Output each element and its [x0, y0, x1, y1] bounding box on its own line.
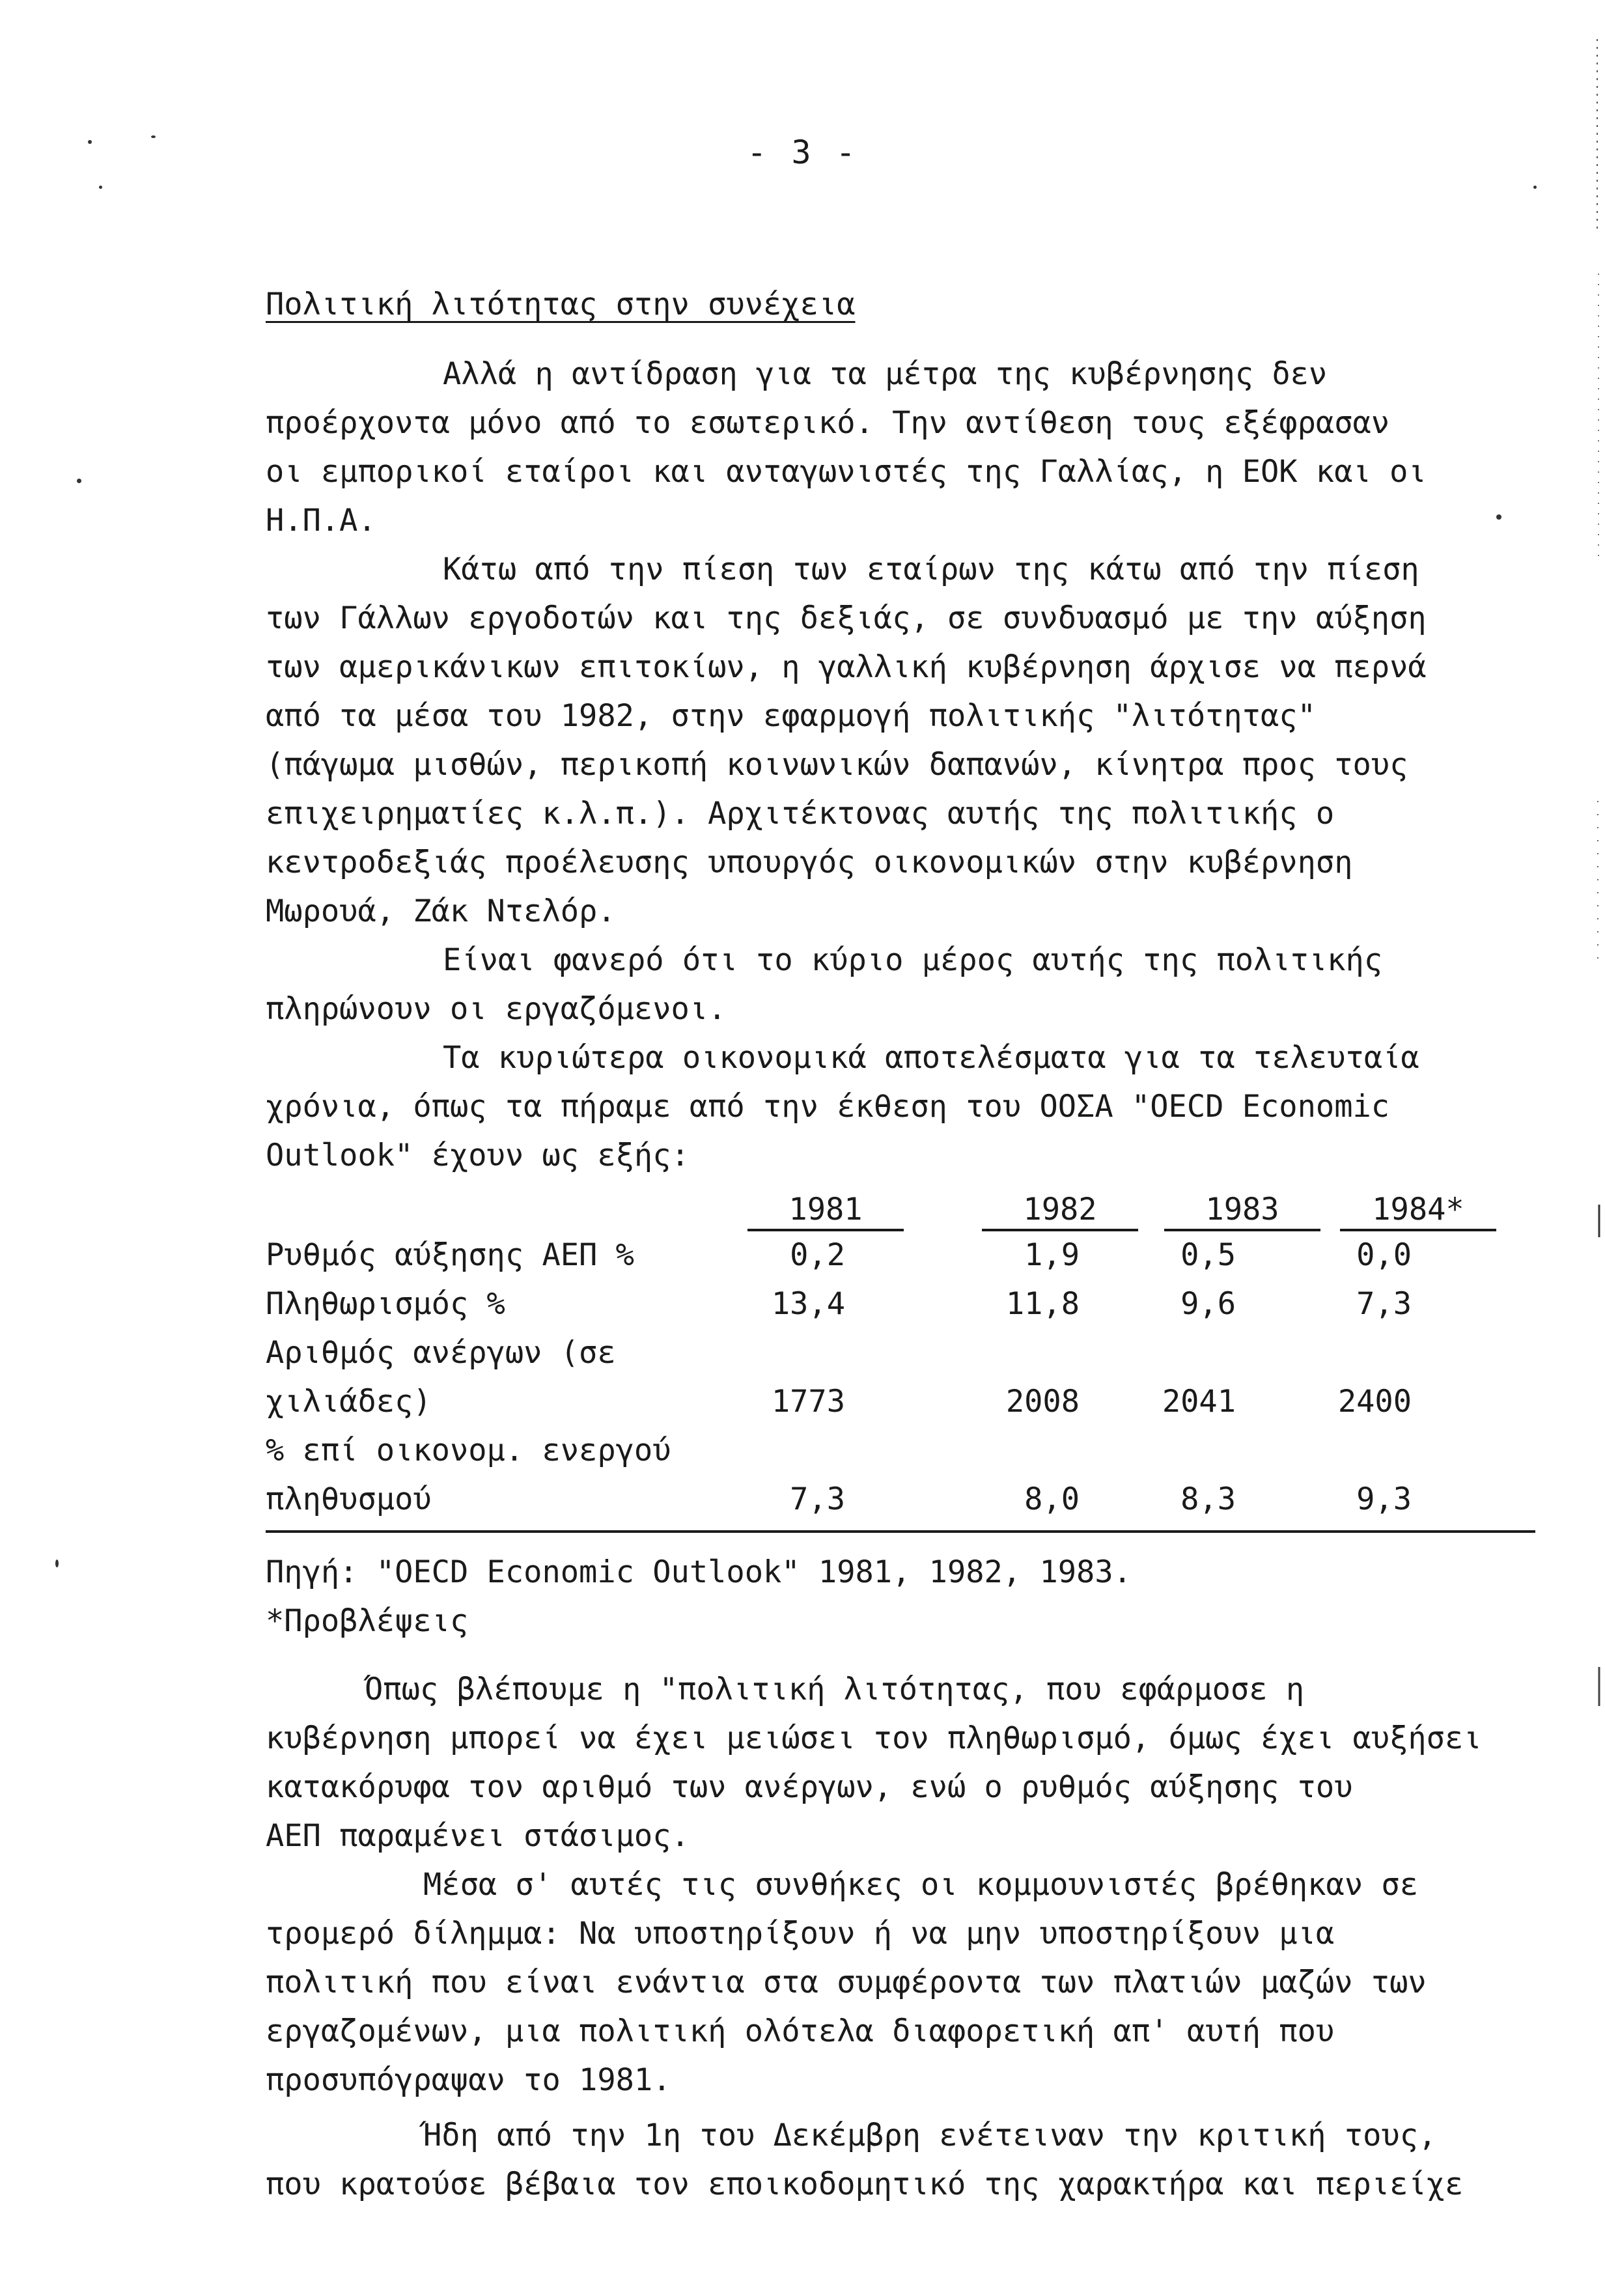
text-line: τρομερό δίλημμα: Να υποστηρίξουν ή να μην υποστηρίξουν μια	[266, 1916, 1335, 1952]
text-line: Είναι φανερό ότι το κύριο μέρος αυτής της πολιτικής	[443, 942, 1383, 978]
table-row-label: % επί οικονομ. ενεργού	[266, 1433, 671, 1468]
table-cell: 9,3	[1356, 1481, 1412, 1517]
table-row-label: Αριθμός ανέργων (σε	[266, 1335, 616, 1371]
text-line: επιχειρηματίες κ.λ.π.). Αρχιτέκτονας αυτής της πολιτικής ο	[266, 796, 1335, 832]
forecast-note: *Προβλέψεις	[266, 1603, 469, 1639]
table-row-label: πληθυσμού	[266, 1481, 432, 1517]
text-line: πολιτική που είναι ενάντια στα συμφέροντα των πλατιών μαζών των	[266, 1965, 1427, 2000]
text-line: χρόνια, όπως τα πήραμε από την έκθεση του ΟΟΣΑ "OECD Economic	[266, 1089, 1390, 1125]
text-line: ΑΕΠ παραμένει στάσιμος.	[266, 1818, 690, 1854]
text-line: Outlook" έχουν ως εξής:	[266, 1138, 690, 1173]
text-line: Μωρουά, Ζάκ Ντελόρ.	[266, 893, 616, 929]
scan-speck	[1533, 186, 1537, 189]
text-line: Όπως βλέπουμε η "πολιτική λιτότητας, που εφάρμοσε η	[365, 1672, 1305, 1707]
table-cell: 2008	[1005, 1384, 1080, 1420]
table-row-label: Πληθωρισμός %	[266, 1286, 505, 1322]
text-line: από τα μέσα του 1982, στην εφαρμογή πολιτικής "λιτότητας"	[266, 698, 1316, 734]
table-header-year: 1982	[982, 1192, 1138, 1231]
table-cell: 11,8	[1005, 1286, 1080, 1322]
source-note: Πηγή: "OECD Economic Outlook" 1981, 1982, 1983.	[266, 1554, 1132, 1590]
table-header-year: 1983	[1164, 1192, 1320, 1231]
table-header-year: 1981	[747, 1192, 904, 1231]
text-line: κυβέρνηση μπορεί να έχει μειώσει τον πληθωρισμό, όμως έχει αυξήσει	[266, 1720, 1482, 1756]
text-line: που κρατούσε βέβαια τον εποικοδομητικό της χαρακτήρα και περιείχε	[266, 2166, 1464, 2202]
text-line: Η.Π.Α.	[266, 503, 376, 539]
text-line: προσυπόγραψαν το 1981.	[266, 2062, 671, 2098]
text-line: προέρχοντα μόνο από το εσωτερικό. Την αντίθεση τους εξέφρασαν	[266, 405, 1390, 441]
table-header-year: 1984*	[1340, 1192, 1496, 1231]
table-cell: 7,3	[1356, 1286, 1412, 1322]
table-cell: 8,3	[1180, 1481, 1236, 1517]
text-line: Αλλά η αντίδραση για τα μέτρα της κυβέρνησης δεν	[443, 356, 1328, 392]
table-cell: 0,0	[1356, 1237, 1412, 1273]
text-line: Μέσα σ' αυτές τις συνθήκες οι κομμουνιστές βρέθηκαν σε	[423, 1867, 1419, 1903]
text-line: των αμερικάνικων επιτοκίων, η γαλλική κυβέρνηση άρχισε να περνά	[266, 649, 1427, 685]
table-cell: 13,4	[771, 1286, 845, 1322]
table-cell: 9,6	[1180, 1286, 1236, 1322]
text-line: Τα κυριώτερα οικονομικά αποτελέσματα για τα τελευταία	[443, 1040, 1419, 1076]
table-cell: 0,5	[1180, 1237, 1236, 1273]
text-line: Ήδη από την 1η του Δεκέμβρη ενέτειναν την κριτική τους,	[423, 2118, 1437, 2153]
scan-speck	[77, 479, 81, 483]
text-line: πληρώνουν οι εργαζόμενοι.	[266, 991, 727, 1027]
text-line: (πάγωμα μισθών, περικοπή κοινωνικών δαπανών, κίνητρα προς τους	[266, 747, 1408, 783]
table-row-label: χιλιάδες)	[266, 1384, 432, 1420]
table-cell: 7,3	[790, 1481, 845, 1517]
table-bottom-rule	[266, 1530, 1535, 1533]
text-line: Κάτω από την πίεση των εταίρων της κάτω από την πίεση	[443, 552, 1419, 587]
page-number: - 3 -	[747, 133, 858, 171]
table-cell: 2041	[1162, 1384, 1236, 1420]
text-line: των Γάλλων εργοδοτών και της δεξιάς, σε συνδυασμό με την αύξηση	[266, 600, 1427, 636]
table-row-label: Ρυθμός αύξησης ΑΕΠ %	[266, 1237, 634, 1273]
text-line: κεντροδεξιάς προέλευσης υπουργός οικονομικών στην κυβέρνηση	[266, 845, 1353, 880]
scan-speck	[1496, 514, 1501, 520]
table-cell: 8,0	[1024, 1481, 1080, 1517]
text-line: εργαζομένων, μια πολιτική ολότελα διαφορετική απ' αυτή που	[266, 2013, 1335, 2049]
scan-speck	[99, 186, 102, 189]
text-line: κατακόρυφα τον αριθμό των ανέργων, ενώ ο ρυθμός αύξησης του	[266, 1769, 1353, 1805]
scan-speck	[151, 135, 156, 138]
scan-edge-noise	[1585, 0, 1605, 2293]
table-cell: 2400	[1337, 1384, 1412, 1420]
scan-edge-noise-svg	[1585, 0, 1605, 2293]
section-heading: Πολιτική λιτότητας στην συνέχεια	[266, 287, 856, 322]
table-cell: 1773	[771, 1384, 845, 1420]
scan-speck	[55, 1560, 59, 1567]
table-cell: 1,9	[1024, 1237, 1080, 1273]
scan-speck	[88, 140, 92, 144]
table-cell: 0,2	[790, 1237, 845, 1273]
text-line: οι εμπορικοί εταίροι και ανταγωνιστές της Γαλλίας, η ΕΟΚ και οι	[266, 454, 1427, 490]
